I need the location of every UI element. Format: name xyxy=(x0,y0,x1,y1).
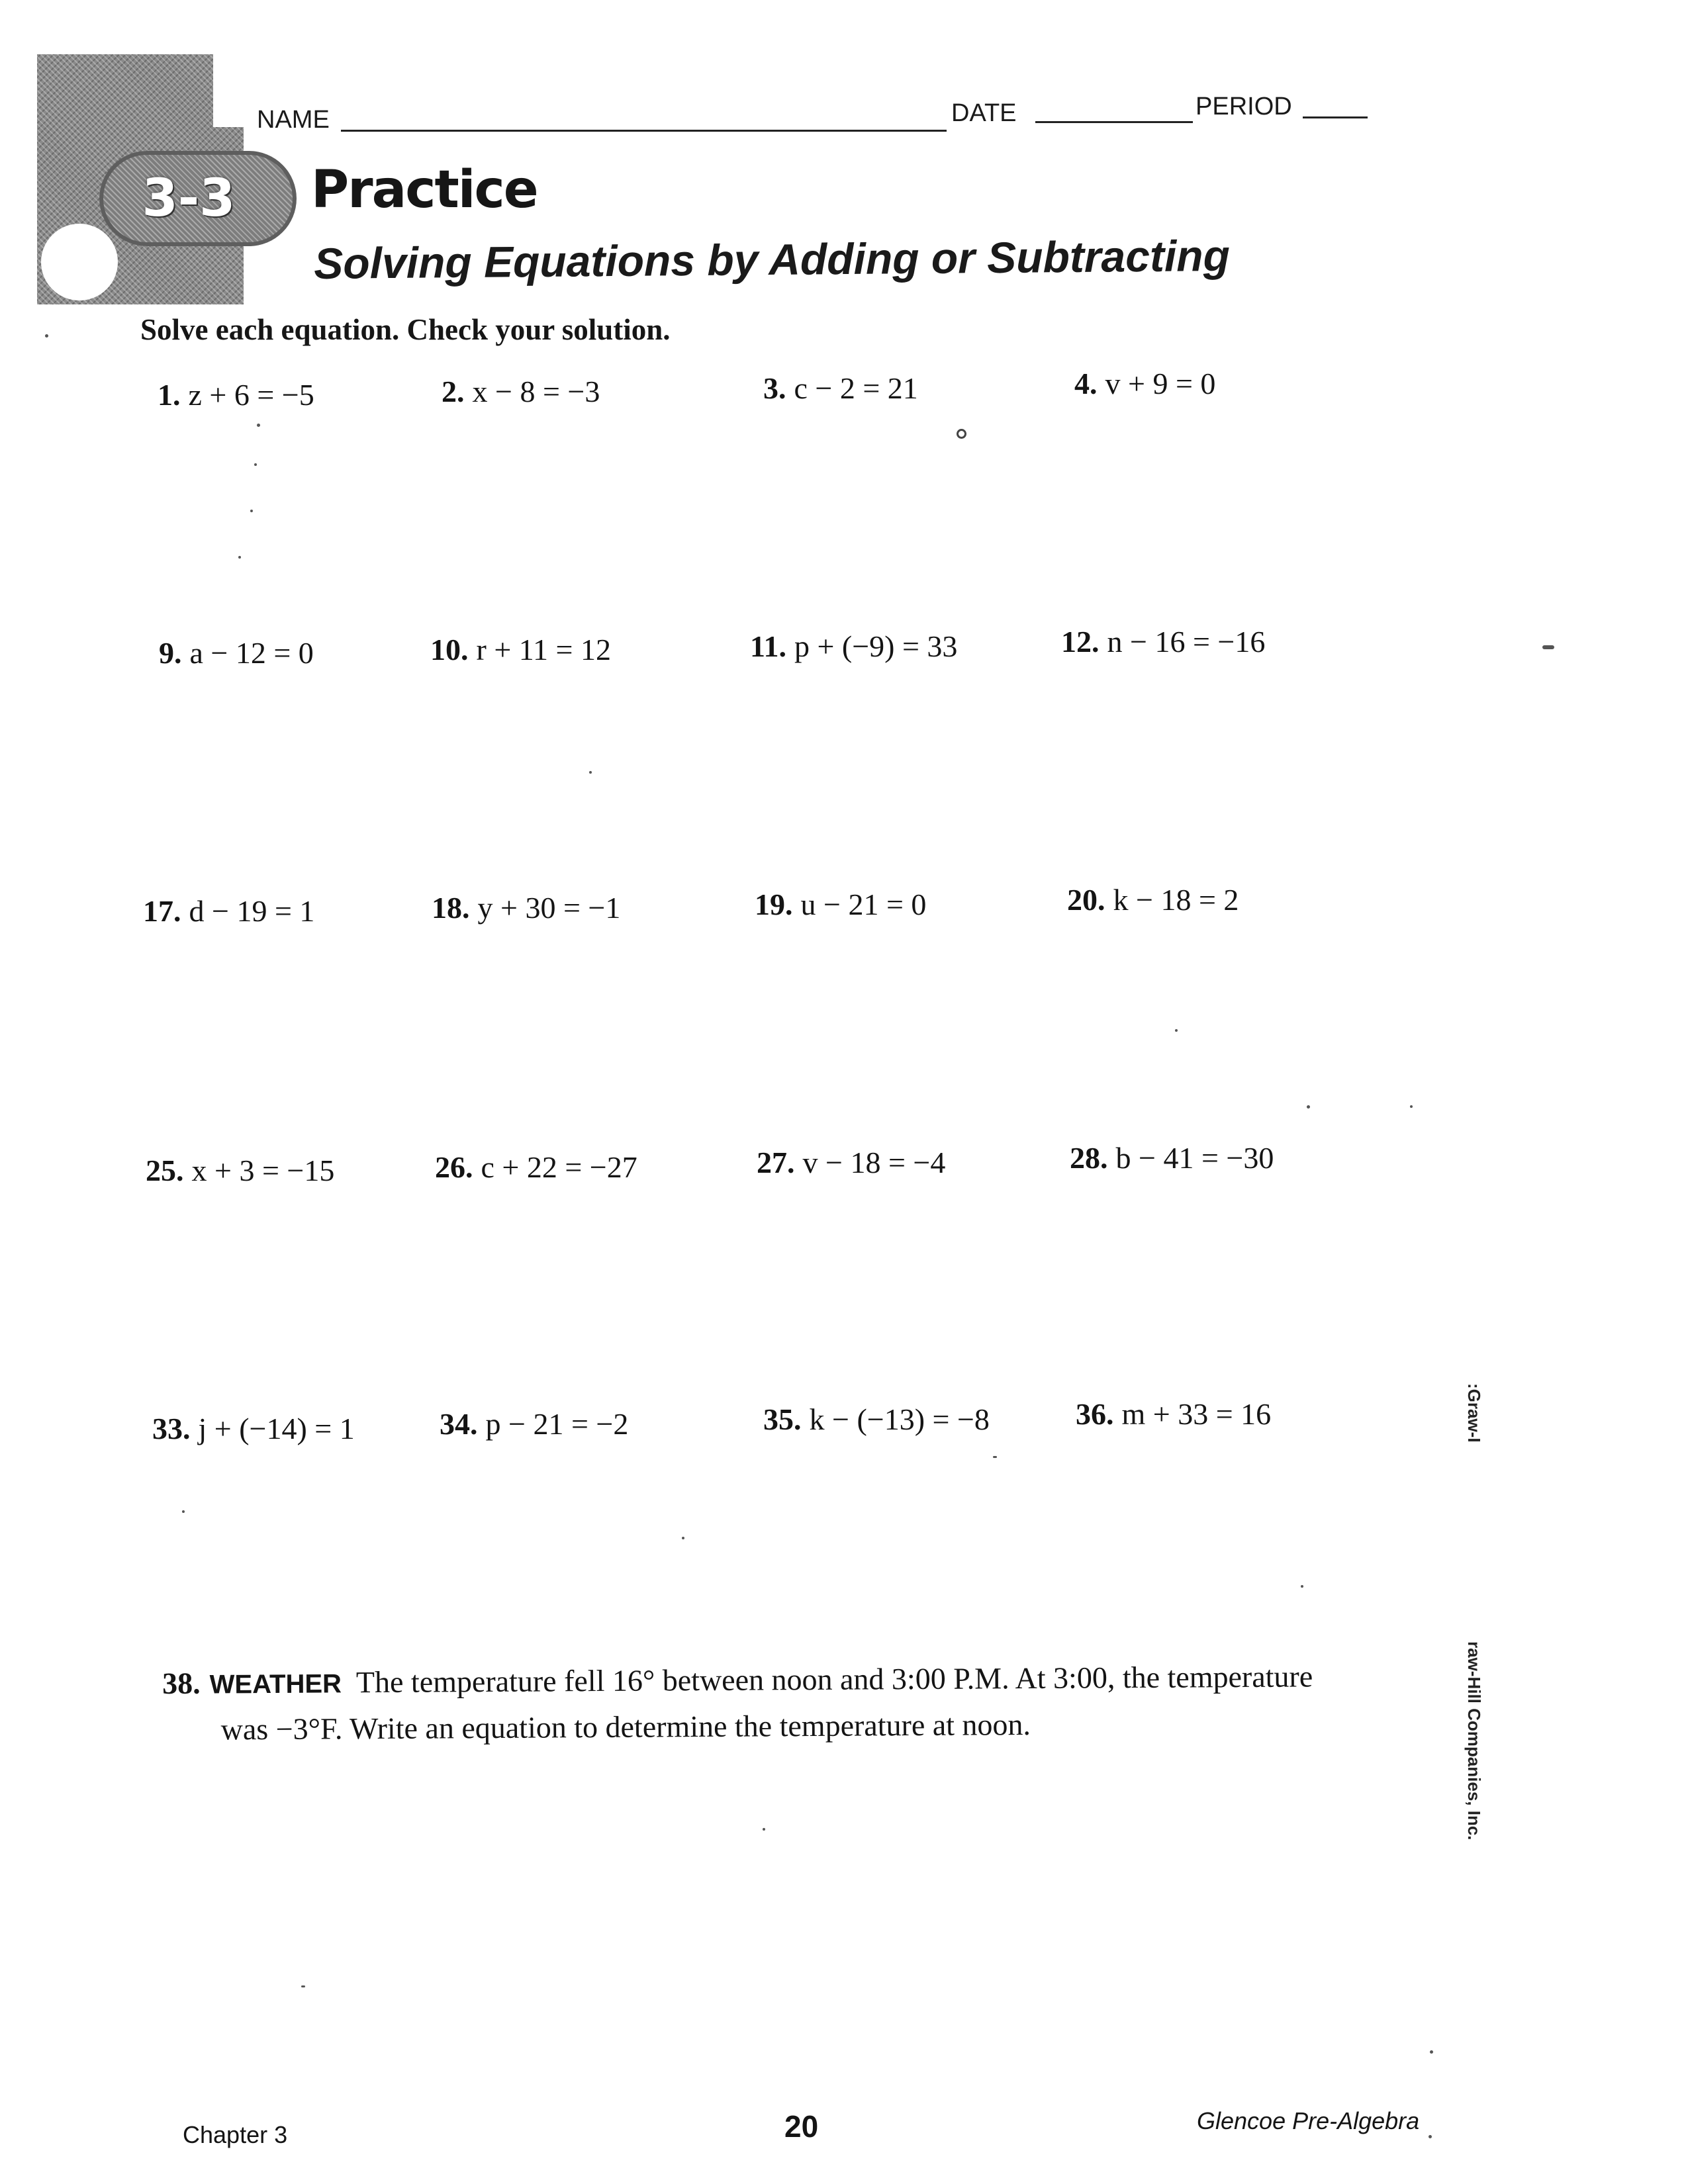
scan-speck xyxy=(238,556,241,559)
problem-number: 18. xyxy=(432,891,470,925)
side-credit-top: :Graw-I xyxy=(1464,1383,1484,1443)
problem-equation: u − 21 = 0 xyxy=(800,887,927,921)
scan-speck xyxy=(1429,2135,1432,2138)
directions: Solve each equation. Check your solution. xyxy=(140,313,671,346)
name-field[interactable] xyxy=(341,130,947,132)
problem-equation: k − 18 = 2 xyxy=(1113,883,1239,917)
problem-equation: p + (−9) = 33 xyxy=(794,629,958,663)
date-label: DATE xyxy=(951,99,1017,127)
problem-33 xyxy=(152,1411,355,1446)
problem-9 xyxy=(159,635,314,670)
footer-chapter: Chapter 3 xyxy=(183,2121,288,2148)
problem-number: 33. xyxy=(152,1412,191,1445)
scan-speck xyxy=(589,771,592,774)
problem-35 xyxy=(763,1402,990,1437)
problem-equation: d − 19 = 1 xyxy=(189,894,315,928)
problem-number: 25. xyxy=(146,1154,184,1187)
scan-speck xyxy=(1410,1105,1413,1108)
name-label: NAME xyxy=(257,106,330,134)
problem-number: 27. xyxy=(757,1146,795,1179)
problem-number: 1. xyxy=(158,378,181,412)
problem-number: 12. xyxy=(1061,625,1100,659)
problem-equation: r + 11 = 12 xyxy=(476,633,611,666)
problem-17 xyxy=(143,893,314,929)
problem-36 xyxy=(1076,1396,1271,1432)
problem-equation: j + (−14) = 1 xyxy=(198,1412,355,1445)
scan-speck xyxy=(254,463,257,466)
problem-equation: p − 21 = −2 xyxy=(485,1407,629,1441)
problem-number: 36. xyxy=(1076,1397,1114,1431)
problem-28 xyxy=(1070,1140,1274,1175)
punch-hole xyxy=(41,224,118,300)
problem-11 xyxy=(750,629,957,664)
problem-25 xyxy=(146,1153,334,1188)
problem-equation: v + 9 = 0 xyxy=(1105,367,1216,400)
problem-number: 20. xyxy=(1067,883,1105,917)
problem-equation: a − 12 = 0 xyxy=(189,636,314,670)
problem-equation: y + 30 = −1 xyxy=(477,891,621,925)
problem-equation: z + 6 = −5 xyxy=(188,378,314,412)
page-subtitle: Solving Equations by Adding or Subtracting xyxy=(314,230,1231,288)
scan-speck xyxy=(763,1828,765,1831)
problem-12 xyxy=(1061,624,1265,659)
problem-equation: b − 41 = −30 xyxy=(1115,1141,1274,1175)
lesson-number: 3-3 xyxy=(142,169,236,228)
problem-number: 4. xyxy=(1074,367,1098,400)
problem-equation: n − 16 = −16 xyxy=(1107,625,1266,659)
problem-number: 28. xyxy=(1070,1141,1108,1175)
problem-18 xyxy=(432,890,620,925)
problem-equation: c − 2 = 21 xyxy=(794,371,918,405)
problem-3 xyxy=(763,371,918,406)
problem-text-line-2: was −3°F. Write an equation to determine the temperature at noon. xyxy=(220,1707,1031,1747)
problem-1 xyxy=(158,377,314,412)
side-credit-bottom: raw-Hill Companies, Inc. xyxy=(1464,1641,1484,1841)
scan-speck xyxy=(1430,2050,1433,2054)
scan-speck xyxy=(682,1537,684,1539)
problem-number: 19. xyxy=(755,887,793,921)
problem-equation: k − (−13) = −8 xyxy=(809,1402,990,1436)
problem-number: 2. xyxy=(442,375,465,408)
date-field[interactable] xyxy=(1035,121,1193,123)
problem-4 xyxy=(1074,366,1215,401)
problem-20 xyxy=(1067,882,1239,917)
problem-tag: WEATHER xyxy=(209,1669,342,1700)
problem-number: 17. xyxy=(143,894,181,928)
scan-speck xyxy=(257,424,260,427)
scan-speck xyxy=(957,429,966,439)
problem-equation: c + 22 = −27 xyxy=(481,1150,637,1184)
problem-equation: v − 18 = −4 xyxy=(802,1146,946,1179)
problem-number: 35. xyxy=(763,1402,802,1436)
scan-speck xyxy=(993,1456,997,1458)
period-label: PERIOD xyxy=(1196,93,1292,120)
problem-19 xyxy=(755,887,926,922)
footer-book-title: Glencoe Pre-Algebra xyxy=(1197,2107,1420,2134)
problem-number: 26. xyxy=(435,1150,473,1184)
scan-speck xyxy=(301,1985,305,1987)
problem-number: 9. xyxy=(159,636,182,670)
problem-34 xyxy=(440,1406,628,1441)
problem-number: 34. xyxy=(440,1407,478,1441)
problem-10 xyxy=(430,632,611,667)
scan-speck xyxy=(182,1510,185,1513)
problem-number: 11. xyxy=(750,629,786,663)
problem-number: 38. xyxy=(162,1666,201,1700)
problem-2 xyxy=(442,374,600,409)
scan-speck xyxy=(1307,1105,1310,1109)
scan-speck xyxy=(250,510,253,512)
page-number: 20 xyxy=(784,2109,819,2144)
problem-equation: m + 33 = 16 xyxy=(1121,1397,1272,1431)
problem-number: 10. xyxy=(430,633,469,666)
problem-26 xyxy=(435,1150,637,1185)
period-field[interactable] xyxy=(1303,116,1368,118)
word-problem-38 xyxy=(162,1654,1407,1752)
problem-equation: x + 3 = −15 xyxy=(191,1154,335,1187)
scan-speck xyxy=(1175,1029,1178,1032)
problem-number: 3. xyxy=(763,371,786,405)
tab-notch xyxy=(213,54,253,127)
problem-equation: x − 8 = −3 xyxy=(472,375,600,408)
problem-text-line-1: The temperature fell 16° between noon and 3:00 P.M. At 3:00, the temperature xyxy=(355,1659,1313,1700)
scan-speck xyxy=(1542,645,1554,649)
scan-speck xyxy=(1301,1585,1303,1588)
scan-speck xyxy=(45,334,48,338)
problem-27 xyxy=(757,1145,945,1180)
page-title: Practice xyxy=(311,160,538,220)
